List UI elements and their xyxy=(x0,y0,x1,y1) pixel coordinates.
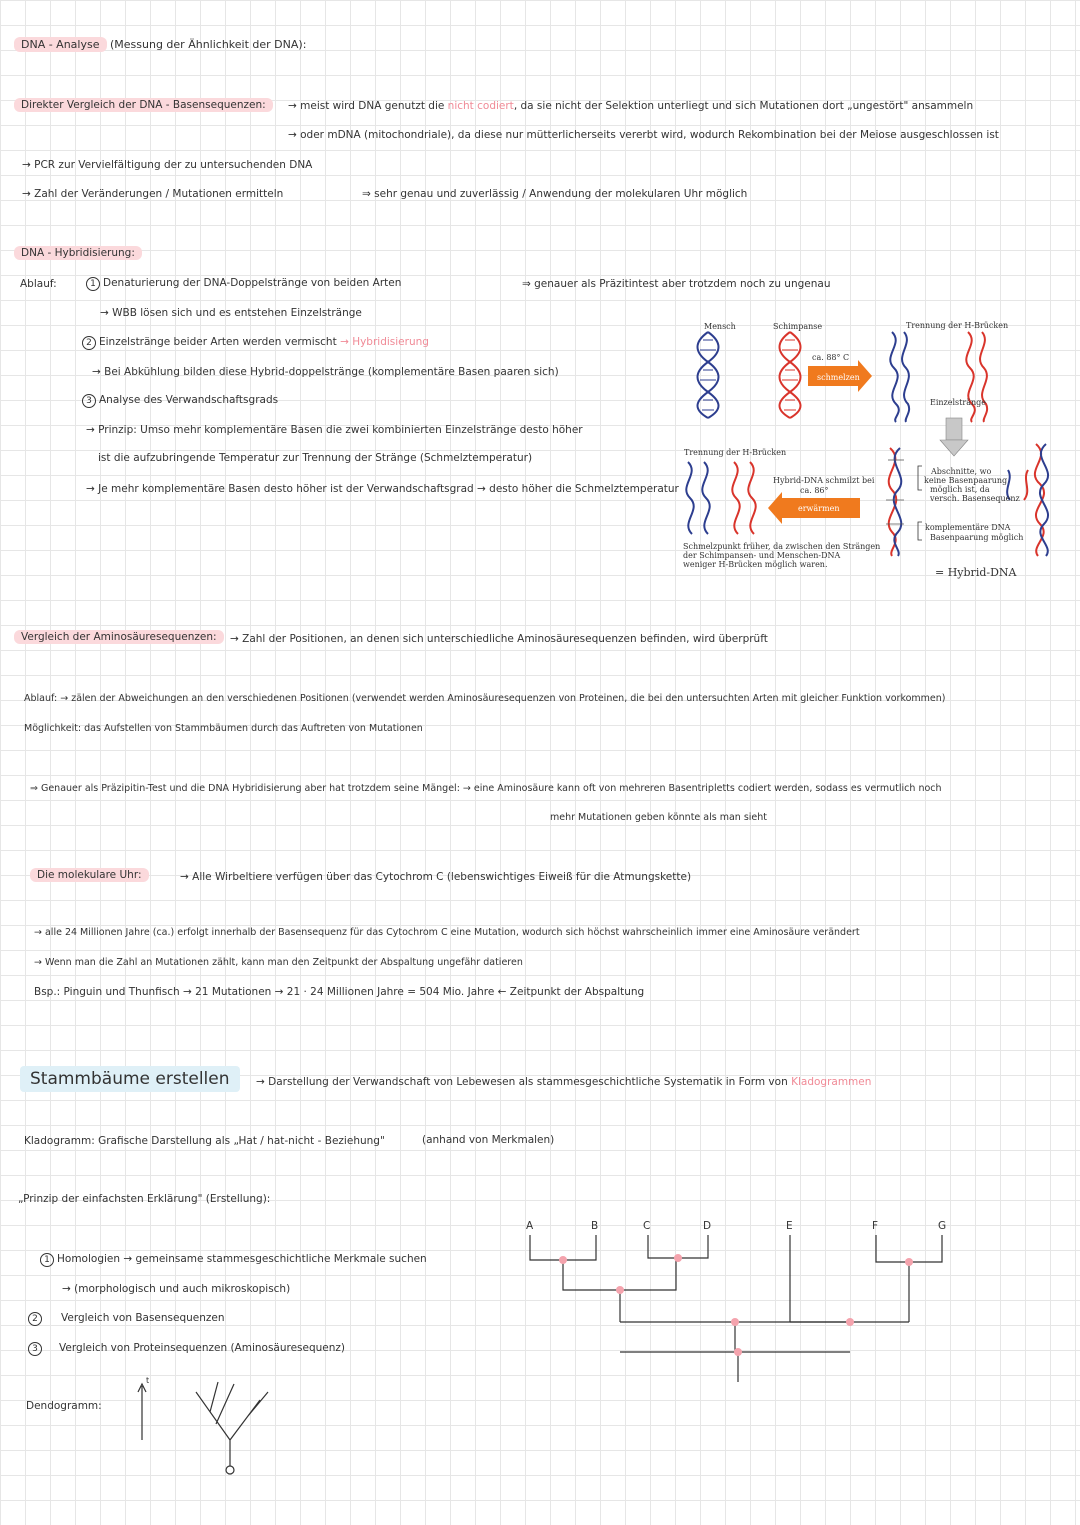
node-ab xyxy=(559,1256,567,1264)
tree-step1-sub: → (morphologisch und auch mikroskopisch) xyxy=(62,1283,291,1295)
direct-line1: → meist wird DNA genutzt die nicht codiert, da sie nicht der Selektion unterliegt und sich Mutationen dort „ungestört" ansammeln xyxy=(288,100,974,112)
node-cd xyxy=(674,1254,682,1262)
taxon-f: F xyxy=(872,1220,879,1232)
hybrid-step3: 3 Analyse des Verwandschaftsgrads xyxy=(82,394,278,408)
klado-def: Kladogramm: Grafische Darstellung als „Hat / hat-nicht - Beziehung" xyxy=(24,1135,385,1147)
hybrid-melt: Hybrid-DNA schmilzt bei xyxy=(773,476,875,485)
comp-note-2: Basenpaarung möglich xyxy=(930,533,1024,542)
comp-note-1: komplementäre DNA xyxy=(925,523,1011,532)
dendro-t-label: t xyxy=(146,1376,150,1385)
hybrid-step2: 2 Einzelstränge beider Arten werden vermischt → Hybridisierung xyxy=(82,336,429,350)
sec-note-3: möglich ist, da xyxy=(930,485,990,494)
noncoding-highlight: nicht codiert xyxy=(447,100,514,112)
hybrid-compare: ⇒ genauer als Präzitintest aber trotzdem noch zu ungenau xyxy=(522,278,831,290)
taxon-e: E xyxy=(786,1220,793,1232)
amino-result1: ⇒ Genauer als Präzipitin-Test und die DNA Hybridisierung aber hat trotzdem seine Mängel: → eine Aminosäure kann oft von mehreren Basentripletts codiert werden, sodass es vermutlich noch xyxy=(30,783,942,794)
direct-line2: → oder mDNA (mitochondriale), da diese nur mütterlicherseits vererbt wird, wodurch Rekombination bei der Meiose ausgeschlossen ist xyxy=(288,129,999,141)
taxon-g: G xyxy=(938,1220,947,1232)
dendrogram xyxy=(138,1382,268,1474)
melt-note-1: Schmelzpunkt früher, da zwischen den Strängen xyxy=(683,542,881,551)
tree-step3: 3 Vergleich von Proteinsequenzen (Aminosäuresequenz) xyxy=(28,1342,345,1356)
melt-note-2: der Schimpansen- und Menschen-DNA xyxy=(683,551,841,560)
taxon-d: D xyxy=(703,1220,712,1232)
amino-result2: mehr Mutationen geben könnte als man sieht xyxy=(550,812,768,823)
melt-note-3: weniger H-Brücken möglich waren. xyxy=(683,560,828,569)
hybrid-prinzip3: → Je mehr komplementäre Basen desto höher ist der Verwandschaftsgrad → desto höher die Schmelztemperatur xyxy=(86,483,679,495)
tree-step-number-2: 2 xyxy=(28,1312,42,1326)
tree-step-number-3: 3 xyxy=(28,1342,42,1356)
label-chimp: Schimpanse xyxy=(773,322,823,331)
sec-note-4: versch. Basensequenz xyxy=(930,494,1020,503)
pcr-line: → PCR zur Vervielfältigung der zu untersuchenden DNA xyxy=(22,159,313,171)
mutation-line: → Zahl der Veränderungen / Mutationen ermitteln xyxy=(22,188,284,200)
tree-step1: 1 Homologien → gemeinsame stammesgeschichtliche Merkmale suchen xyxy=(40,1253,427,1267)
taxon-b: B xyxy=(591,1220,599,1232)
label-human: Mensch xyxy=(704,322,736,331)
node-mid xyxy=(731,1318,739,1326)
node-abcd xyxy=(616,1286,624,1294)
klado-note: (anhand von Merkmalen) xyxy=(422,1134,555,1146)
tree-desc: → Darstellung der Verwandschaft von Lebewesen als stammesgeschichtliche Systematik in Form von Kladogrammen xyxy=(256,1076,872,1088)
label-sep-left: Trennung der H-Brücken xyxy=(684,448,787,457)
hybrid-prinzip2: ist die aufzubringende Temperatur zur Trennung der Stränge (Schmelztemperatur) xyxy=(98,452,533,464)
node-efg xyxy=(846,1318,854,1326)
hybrid-title: DNA - Hybridisierung: xyxy=(14,246,142,260)
clock-line2: → Wenn man die Zahl an Mutationen zählt, kann man den Zeitpunkt der Abspaltung ungefähr datieren xyxy=(34,957,523,968)
tree-step-number-1: 1 xyxy=(40,1253,54,1267)
action1: schmelzen xyxy=(817,373,860,382)
taxon-c: C xyxy=(643,1220,651,1232)
step-number-3: 3 xyxy=(82,394,96,408)
amino-moeglich: Möglichkeit: das Aufstellen von Stammbäumen durch das Auftreten von Mutationen xyxy=(24,723,423,734)
dna-result-line: ⇒ sehr genau und zuverlässig / Anwendung der molekularen Uhr möglich xyxy=(362,188,748,200)
clock-title: Die molekulare Uhr: xyxy=(30,868,149,882)
hybrid-step1-sub: → WBB lösen sich und es entstehen Einzelstränge xyxy=(100,307,362,319)
clock-line1: → alle 24 Millionen Jahre (ca.) erfolgt innerhalb der Basensequenz für das Cytochrom C eine Mutation, wodurch sich höchst wahrscheinlich immer eine Aminosäure verändert xyxy=(34,927,860,938)
amino-ablauf: Ablauf: → zälen der Abweichungen an den verschiedenen Positionen (verwendet werden Aminosäuresequenzen von Proteinen, die bei den untersuchten Arten mit gleicher Funktion vorkommen) xyxy=(24,693,946,704)
direct-label: Direkter Vergleich der DNA - Basensequenzen: xyxy=(14,98,273,112)
clock-example: Bsp.: Pinguin und Thunfisch → 21 Mutationen → 21 · 24 Millionen Jahre = 504 Mio. Jahre ← Zeitpunkt der Abspaltung xyxy=(34,986,645,998)
step-number-2: 2 xyxy=(82,336,96,350)
hybrid-prinzip1: → Prinzip: Umso mehr komplementäre Basen die zwei kombinierten Einzelstränge desto höher xyxy=(86,424,583,436)
hybrid-dna-label: = Hybrid-DNA xyxy=(935,566,1017,579)
amino-desc: → Zahl der Positionen, an denen sich unterschiedliche Aminosäuresequenzen befinden, wird überprüft xyxy=(230,633,768,645)
dendro-label: Dendogramm: xyxy=(26,1400,102,1412)
node-root xyxy=(734,1348,742,1356)
node-fg xyxy=(905,1258,913,1266)
hybrid-step1: 1 Denaturierung der DNA-Doppelstränge von beiden Arten xyxy=(86,277,401,291)
hybrid-step2-sub: → Bei Abkühlung bilden diese Hybrid-doppelstränge (komplementäre Basen paaren sich) xyxy=(92,366,559,378)
dna-title-note: (Messung der Ähnlichkeit der DNA): xyxy=(110,38,307,51)
label-single: Einzelstränge xyxy=(930,398,986,407)
clock-desc: → Alle Wirbeltiere verfügen über das Cytochrom C (lebenswichtiges Eiweiß für die Atmungskette) xyxy=(180,871,692,883)
tree-title: Stammbäume erstellen xyxy=(20,1066,240,1092)
taxon-a: A xyxy=(526,1220,534,1232)
temp2: ca. 86° xyxy=(800,486,829,495)
hybrid-term: → Hybridisierung xyxy=(340,336,429,348)
tree-step2: 2 Vergleich von Basensequenzen xyxy=(28,1312,225,1326)
kladogramm-term: Kladogrammen xyxy=(791,1076,872,1088)
dna-title: DNA - Analyse xyxy=(14,37,107,52)
sec-note-1: Abschnitte, wo xyxy=(931,467,992,476)
amino-title: Vergleich der Aminosäuresequenzen: xyxy=(14,630,224,644)
action2: erwärmen xyxy=(798,504,840,513)
step-number-1: 1 xyxy=(86,277,100,291)
label-sep-top: Trennung der H-Brücken xyxy=(906,321,1009,330)
temp1: ca. 88° C xyxy=(812,353,850,362)
hybrid-ablauf: Ablauf: xyxy=(20,278,57,290)
tree-prinzip: „Prinzip der einfachsten Erklärung" (Erstellung): xyxy=(18,1193,271,1205)
sec-note-2: keine Basenpaarung xyxy=(924,476,1008,485)
